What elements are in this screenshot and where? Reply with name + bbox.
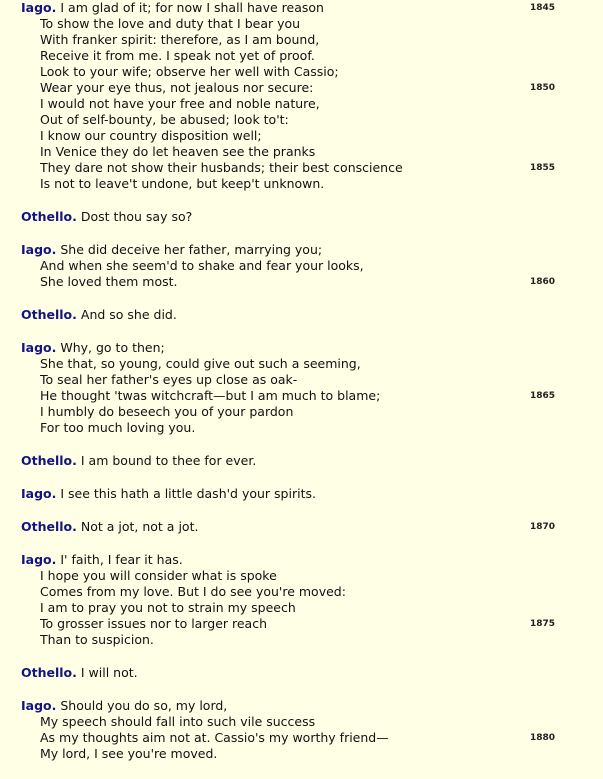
speech-block	[21, 340, 603, 436]
verse-line	[21, 258, 603, 274]
verse-line	[21, 16, 603, 32]
line-text: Out of self-bounty, be abused; look to't:	[40, 112, 289, 127]
verse-line	[21, 80, 603, 96]
speech-block	[21, 242, 603, 290]
verse-line	[21, 632, 603, 648]
verse-line	[21, 600, 603, 616]
line-text: I am bound to thee for ever.	[80, 453, 257, 468]
line-text: I hope you will consider what is spoke	[40, 568, 277, 583]
line-number: 1880	[530, 733, 556, 743]
speech-block	[21, 307, 603, 323]
speech-block	[21, 665, 603, 681]
line-text: Is not to leave't undone, but keep't unknown.	[40, 176, 325, 191]
line-text: And when she seem'd to shake and fear your looks,	[40, 258, 364, 273]
speaker-name: Othello.	[21, 453, 77, 468]
verse-line	[21, 209, 603, 225]
line-number: 1855	[530, 163, 556, 173]
verse-line	[21, 0, 603, 16]
verse-line	[21, 420, 603, 436]
line-text: Receive it from me. I speak not yet of proof.	[40, 48, 315, 63]
line-number: 1870	[530, 522, 556, 532]
speech-block	[21, 552, 603, 648]
line-text: She loved them most.	[40, 274, 178, 289]
line-text: To seal her father's eyes up close as oak-	[40, 372, 298, 387]
verse-line	[21, 616, 603, 632]
line-text: Look to your wife; observe her well with Cassio;	[40, 64, 339, 79]
line-number: 1860	[530, 277, 556, 287]
verse-line	[21, 568, 603, 584]
verse-line	[21, 144, 603, 160]
line-text: I see this hath a little dash'd your spirits.	[60, 486, 316, 501]
line-text: With franker spirit: therefore, as I am bound,	[40, 32, 320, 47]
line-text: My lord, I see you're moved.	[40, 746, 218, 761]
line-text: I am to pray you not to strain my speech	[40, 600, 296, 615]
verse-line	[21, 552, 603, 568]
verse-line	[21, 714, 603, 730]
verse-line	[21, 388, 603, 404]
verse-line	[21, 665, 603, 681]
verse-line	[21, 340, 603, 356]
verse-line	[21, 372, 603, 388]
verse-line	[21, 48, 603, 64]
line-text: To grosser issues nor to larger reach	[40, 616, 268, 631]
speaker-name: Iago.	[21, 340, 57, 355]
verse-line	[21, 64, 603, 80]
speaker-name: Iago.	[21, 698, 57, 713]
speaker-name: Iago.	[21, 242, 57, 257]
speaker-name: Othello.	[21, 519, 77, 534]
verse-line	[21, 404, 603, 420]
line-text: Wear your eye thus, not jealous nor secure:	[40, 80, 314, 95]
speaker-name: Iago.	[21, 486, 57, 501]
verse-line	[21, 453, 603, 469]
line-text: For too much loving you.	[40, 420, 196, 435]
line-number: 1865	[530, 391, 556, 401]
verse-line	[21, 160, 603, 176]
verse-line	[21, 307, 603, 323]
line-text: Should you do so, my lord,	[60, 698, 228, 713]
line-text: I am glad of it; for now I shall have reason	[60, 0, 324, 15]
speaker-name: Othello.	[21, 665, 77, 680]
line-text: I know our country disposition well;	[40, 128, 262, 143]
verse-line	[21, 96, 603, 112]
speech-block	[21, 0, 603, 192]
line-text: To show the love and duty that I bear you	[40, 16, 301, 31]
verse-line	[21, 128, 603, 144]
verse-line	[21, 519, 603, 535]
line-text: I will not.	[80, 665, 138, 680]
line-number: 1850	[530, 83, 556, 93]
speaker-name: Othello.	[21, 209, 77, 224]
speech-block	[21, 209, 603, 225]
verse-line	[21, 32, 603, 48]
line-text: Than to suspicion.	[40, 632, 154, 647]
speech-block	[21, 519, 603, 535]
speaker-name: Othello.	[21, 307, 77, 322]
line-text: Why, go to then;	[60, 340, 165, 355]
line-text: She that, so young, could give out such a seeming,	[40, 356, 361, 371]
speech-block	[21, 698, 603, 762]
line-text: In Venice they do let heaven see the pranks	[40, 144, 316, 159]
speaker-name: Iago.	[21, 552, 57, 567]
verse-line	[21, 242, 603, 258]
line-text: I would not have your free and noble nature,	[40, 96, 320, 111]
line-text: They dare not show their husbands; their best conscience	[40, 160, 403, 175]
verse-line	[21, 584, 603, 600]
speech-block	[21, 453, 603, 469]
line-text: She did deceive her father, marrying you;	[60, 242, 323, 257]
verse-line	[21, 698, 603, 714]
line-text: Comes from my love. But I do see you're moved:	[40, 584, 346, 599]
verse-line	[21, 746, 603, 762]
line-text: Dost thou say so?	[80, 209, 193, 224]
line-text: Not a jot, not a jot.	[80, 519, 199, 534]
speech-block	[21, 486, 603, 502]
line-text: I humbly do beseech you of your pardon	[40, 404, 294, 419]
line-number: 1845	[530, 3, 556, 13]
verse-line	[21, 486, 603, 502]
line-text: And so she did.	[80, 307, 177, 322]
line-text: He thought 'twas witchcraft—but I am much to blame;	[40, 388, 381, 403]
line-number: 1875	[530, 619, 556, 629]
line-text: My speech should fall into such vile success	[40, 714, 316, 729]
line-text: I' faith, I fear it has.	[60, 552, 183, 567]
verse-line	[21, 176, 603, 192]
verse-line	[21, 112, 603, 128]
verse-line	[21, 274, 603, 290]
verse-line	[21, 356, 603, 372]
line-text: As my thoughts aim not at. Cassio's my worthy friend—	[40, 730, 389, 745]
speaker-name: Iago.	[21, 0, 57, 15]
verse-line	[21, 730, 603, 746]
